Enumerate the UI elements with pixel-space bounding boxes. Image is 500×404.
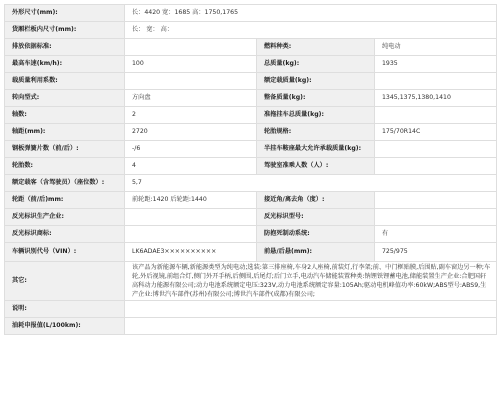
spec-label: 前悬/后悬(mm): [257, 243, 375, 262]
spec-value: 长：4420 宽：1685 高：1750,1765 [125, 5, 497, 22]
spec-row [5, 141, 497, 158]
spec-row [5, 124, 497, 141]
spec-row [5, 73, 497, 90]
spec-value: 方向盘 [125, 90, 257, 107]
spec-label: 额定载质量(kg): [257, 73, 375, 90]
spec-label: 总质量(kg): [257, 56, 375, 73]
spec-row [5, 175, 497, 192]
spec-label: 车辆识别代号（VIN）: [5, 243, 125, 262]
spec-label: 整备质量(kg): [257, 90, 375, 107]
spec-value: 2 [125, 107, 257, 124]
spec-value: 1345,1375,1380,1410 [375, 90, 497, 107]
vehicle-spec-table [4, 4, 497, 335]
spec-label: 额定载客（含驾驶员）（座位数）: [5, 175, 125, 192]
spec-label: 准拖挂车总质量(kg): [257, 107, 375, 124]
spec-label: 轮胎规格: [257, 124, 375, 141]
spec-label: 反光标识型号: [257, 209, 375, 226]
spec-row [5, 90, 497, 107]
spec-row [5, 192, 497, 209]
spec-row [5, 243, 497, 262]
spec-value [375, 209, 497, 226]
spec-value: -/6 [125, 141, 257, 158]
spec-label: 轮胎数: [5, 158, 125, 175]
spec-label: 钢板弹簧片数（前/后）: [5, 141, 125, 158]
spec-value [375, 141, 497, 158]
spec-label: 轴距(mm): [5, 124, 125, 141]
spec-value: 有 [375, 226, 497, 243]
spec-label: 外形尺寸(mm): [5, 5, 125, 22]
spec-row [5, 158, 497, 175]
spec-row [5, 318, 497, 335]
spec-label: 排放依据标准: [5, 39, 125, 56]
spec-value: 175/70R14C [375, 124, 497, 141]
spec-table-body [5, 5, 497, 335]
spec-value: 1935 [375, 56, 497, 73]
spec-value [375, 192, 497, 209]
spec-value [125, 301, 497, 318]
spec-label: 最高车速(km/h): [5, 56, 125, 73]
spec-label: 货厢栏板内尺寸(mm): [5, 22, 125, 39]
spec-value: 长： 宽： 高： [125, 22, 497, 39]
spec-row [5, 22, 497, 39]
spec-label: 驾驶室准乘人数（人）: [257, 158, 375, 175]
spec-value: 前轮距:1420 后轮距:1440 [125, 192, 257, 209]
spec-value [125, 39, 257, 56]
spec-label: 轴数: [5, 107, 125, 124]
spec-value [125, 209, 257, 226]
spec-label: 半挂车鞍座最大允许承载质量(kg): [257, 141, 375, 158]
spec-value [375, 158, 497, 175]
spec-value: 2720 [125, 124, 257, 141]
spec-label: 接近角/离去角（度）: [257, 192, 375, 209]
spec-label: 轮距（前/后)mm: [5, 192, 125, 209]
spec-row [5, 226, 497, 243]
spec-row [5, 107, 497, 124]
spec-label: 防抱死制动系统: [257, 226, 375, 243]
spec-value: LK6ADAE3×××××××××× [125, 243, 257, 262]
spec-row [5, 56, 497, 73]
spec-label: 载质量利用系数: [5, 73, 125, 90]
spec-value [125, 73, 257, 90]
spec-value [375, 107, 497, 124]
spec-label: 说明: [5, 301, 125, 318]
spec-value: 纯电动 [375, 39, 497, 56]
spec-row [5, 39, 497, 56]
spec-value: 100 [125, 56, 257, 73]
spec-label: 其它: [5, 262, 125, 301]
spec-value [125, 318, 497, 335]
spec-label: 油耗申报值(L/100km): [5, 318, 125, 335]
spec-label: 反光标识生产企业: [5, 209, 125, 226]
spec-value: 4 [125, 158, 257, 175]
spec-value [125, 226, 257, 243]
spec-value [375, 73, 497, 90]
spec-label: 燃料种类: [257, 39, 375, 56]
spec-row [5, 5, 497, 22]
spec-row [5, 209, 497, 226]
spec-label: 转向型式: [5, 90, 125, 107]
spec-value: 5,7 [125, 175, 497, 192]
spec-row [5, 262, 497, 301]
spec-row [5, 301, 497, 318]
spec-value: 该产品为新能源车辆,新能源类型为纯电动;选装:第三排座椅,车身2人座椅,前装灯,行李架;前、中门框贴膜,后围贴,副车窗边另一种;车轮,外后视镜,前组合灯,侧门外开手柄,后侧围,后尾灯;后门立手,电动汽车储能装置种类:钠锂铁锂蓄电池,储能装置生产企业:合肥国轩高科动力能源有限公司;动力电池系统额定电压:323V,动力电池系统额定容量:105Ah;驱动电机峰值功率:60kW;ABS型号:ABS9,生产企业:博世汽车部件(苏州)有限公司;博世汽车部件(成都)有限公司; [125, 262, 497, 301]
spec-label: 反光标识商标: [5, 226, 125, 243]
spec-value: 725/975 [375, 243, 497, 262]
